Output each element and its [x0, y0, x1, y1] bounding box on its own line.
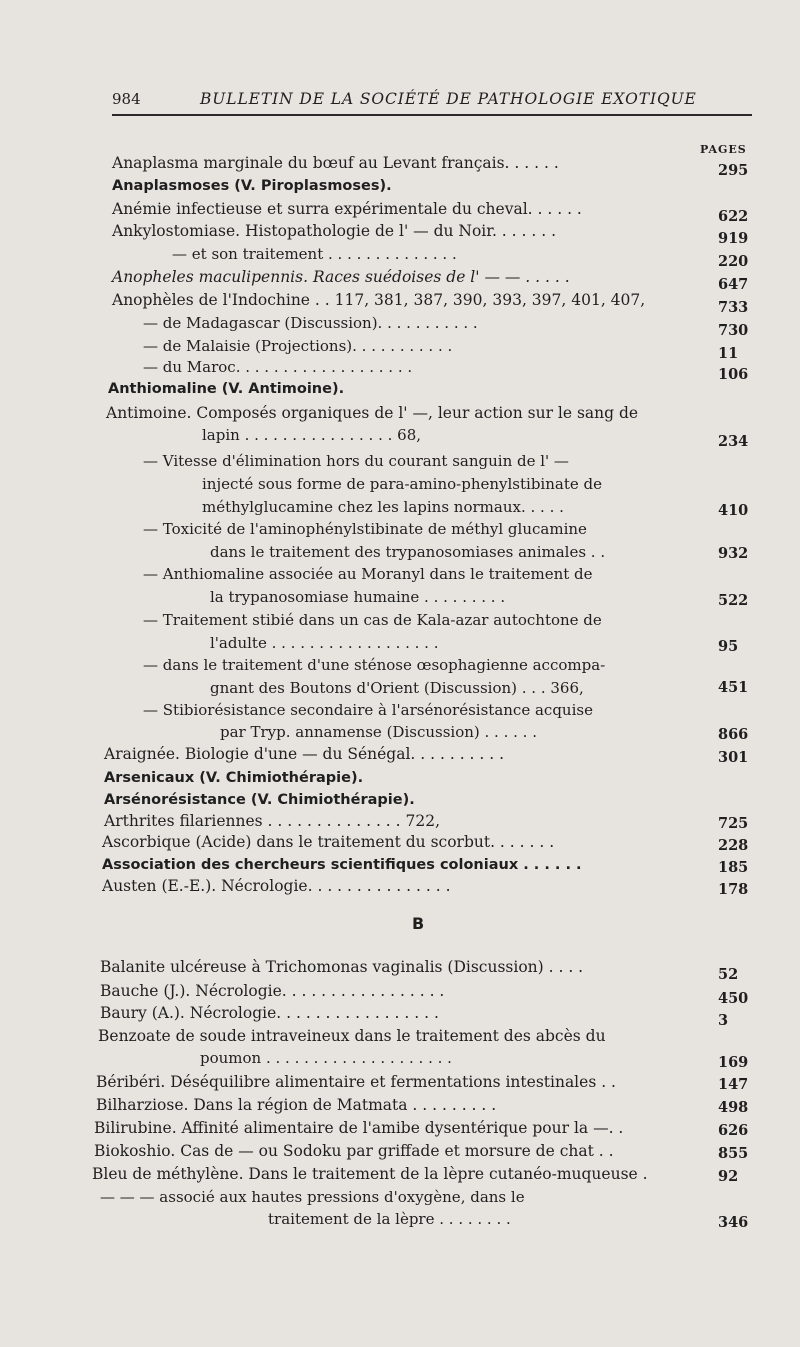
section-letter-b: B [412, 914, 425, 933]
index-entry [143, 356, 412, 378]
index-entry [210, 541, 605, 563]
index-entry [102, 875, 451, 897]
entry-text: — Toxicité de l'aminophénylstibinate de méthyl glucamine [143, 520, 587, 538]
running-header [112, 84, 752, 116]
entry-text: — et son traitement . . . . . . . . . . . . . . [172, 245, 457, 263]
index-entry [106, 402, 638, 424]
entry-page: 626 [718, 1122, 749, 1139]
entry-page: 932 [718, 545, 749, 562]
index-entry [112, 266, 570, 288]
index-entry [143, 699, 593, 721]
index-entry [220, 721, 537, 743]
entry-page: 451 [718, 679, 749, 696]
entry-text: Bauche (J.). Nécrologie. . . . . . . . . . . . . . . . . [100, 982, 445, 1000]
entry-text: méthylglucamine chez les lapins normaux. . . . . [202, 498, 564, 516]
index-entry [112, 289, 645, 311]
entry-text: Arthrites filariennes . . . . . . . . . . . . . . 722, [104, 812, 441, 830]
index-entry [202, 424, 421, 446]
entry-text: la trypanosomiase humaine . . . . . . . . . [210, 588, 506, 606]
index-entry [100, 956, 583, 978]
entry-page: 733 [718, 299, 749, 316]
entry-text: Benzoate de soude intraveineux dans le traitement des abcès du [98, 1027, 606, 1045]
index-entry [143, 450, 569, 472]
entry-text: lapin . . . . . . . . . . . . . . . . 68, [202, 426, 422, 444]
index-entry [210, 632, 438, 654]
journal-title: BULLETIN DE LA SOCIÉTÉ DE PATHOLOGIE EXOTIQUE [200, 90, 697, 108]
entry-page: 410 [718, 502, 749, 519]
index-entry [143, 563, 593, 585]
index-entry [143, 609, 602, 631]
index-entry [104, 743, 504, 765]
entry-text: Arsénorésistance (V. Chimiothérapie). [104, 792, 415, 808]
entry-text: Biokoshio. Cas de — ou Sodoku par griffade et morsure de chat . . [94, 1142, 614, 1160]
index-entry [112, 152, 559, 174]
entry-text: Anaplasma marginale du bœuf au Levant français. . . . . . [112, 154, 559, 172]
entry-text: Anaplasmoses (V. Piroplasmoses). [112, 178, 392, 194]
entry-text: Austen (E.-E.). Nécrologie. . . . . . . . . . . . . . . [102, 877, 451, 895]
entry-text: Anophèles de l'Indochine . . 117, 381, 387, 390, 393, 397, 401, 407, [112, 291, 646, 309]
entry-text: Bleu de méthylène. Dans le traitement de la lèpre cutanéo-muqueuse . [92, 1165, 648, 1183]
entry-page: 228 [718, 837, 749, 854]
entry-text: Ankylostomiase. Histopathologie de l' — du Noir. . . . . . . [112, 222, 557, 240]
index-entry [100, 1002, 439, 1024]
entry-page: 234 [718, 433, 749, 450]
entry-page: 498 [718, 1099, 749, 1116]
entry-page: 106 [718, 366, 749, 383]
index-entry [104, 766, 363, 788]
index-entry [172, 243, 457, 265]
entry-text: gnant des Boutons d'Orient (Discussion) . . . 366, [210, 679, 584, 697]
entry-text: — Vitesse d'élimination hors du courant sanguin de l' — [143, 452, 569, 470]
entry-page: 52 [718, 966, 739, 983]
index-entry [112, 220, 556, 242]
entry-page: 346 [718, 1214, 749, 1231]
entry-text: Araignée. Biologie d'une — du Sénégal. . . . . . . . . . [104, 745, 505, 763]
page-number: 984 [112, 90, 141, 108]
entry-text: Ascorbique (Acide) dans le traitement du scorbut. . . . . . . [102, 833, 555, 851]
entry-text: Anopheles maculipennis. Races suédoises de l' — — . . . . . [112, 268, 570, 286]
entry-page: 647 [718, 276, 749, 293]
entry-text: Balanite ulcéreuse à Trichomonas vaginalis (Discussion) . . . . [100, 958, 584, 976]
entry-text: — — — associé aux hautes pressions d'oxygène, dans le [100, 1188, 525, 1206]
entry-page: 866 [718, 726, 749, 743]
entry-text: — de Malaisie (Projections). . . . . . . . . . . [143, 337, 453, 355]
index-entry [104, 788, 415, 810]
entry-text: poumon . . . . . . . . . . . . . . . . . . . . [200, 1049, 452, 1067]
entry-page: 295 [718, 162, 749, 179]
index-entry [102, 831, 554, 853]
index-entry [202, 473, 602, 495]
entry-text: Bilirubine. Affinité alimentaire de l'amibe dysentérique pour la —. . [94, 1119, 624, 1137]
entry-page: 11 [718, 345, 739, 362]
index-entry [96, 1071, 616, 1093]
entry-page: 919 [718, 230, 749, 247]
entry-text: injecté sous forme de para-amino-phenylstibinate de [202, 475, 602, 493]
entry-text: Arsenicaux (V. Chimiothérapie). [104, 770, 364, 786]
entry-page: 147 [718, 1076, 749, 1093]
entry-page: 185 [718, 859, 749, 876]
index-entry [104, 810, 440, 832]
entry-text: par Tryp. annamense (Discussion) . . . . . . [220, 723, 537, 741]
entry-page: 169 [718, 1054, 749, 1071]
entry-page: 92 [718, 1168, 739, 1185]
index-entry [143, 335, 452, 357]
index-entry [100, 1186, 525, 1208]
entry-page: 730 [718, 322, 749, 339]
index-entry [143, 654, 605, 676]
entry-text: — dans le traitement d'une sténose œsophagienne accompa- [143, 656, 606, 674]
entry-text: — du Maroc. . . . . . . . . . . . . . . . . . . [143, 358, 413, 376]
entry-text: Anthiomaline (V. Antimoine). [108, 381, 345, 397]
index-entry [108, 377, 344, 399]
entry-text: Association des chercheurs scientifiques coloniaux . . . . . . [102, 857, 582, 873]
entry-page: 522 [718, 592, 749, 609]
entry-page: 3 [718, 1012, 729, 1029]
entry-page: 178 [718, 881, 749, 898]
entry-text: dans le traitement des trypanosomiases animales . . [210, 543, 606, 561]
entry-text: traitement de la lèpre . . . . . . . . [268, 1210, 511, 1228]
index-entry [96, 1094, 496, 1116]
index-entry [112, 174, 392, 196]
entry-text: — Stibiorésistance secondaire à l'arsénorésistance acquise [143, 701, 593, 719]
index-entry [92, 1163, 648, 1185]
index-entry [202, 496, 564, 518]
index-entry [94, 1117, 623, 1139]
entry-page: 450 [718, 990, 749, 1007]
entry-text: — de Madagascar (Discussion). . . . . . . . . . . [143, 314, 478, 332]
entry-text: Béribéri. Déséquilibre alimentaire et fermentations intestinales . . [96, 1073, 616, 1091]
entry-page: 725 [718, 815, 749, 832]
entry-page: 220 [718, 253, 749, 270]
entry-page: 95 [718, 638, 739, 655]
index-entry [100, 980, 444, 1002]
entry-text: Baury (A.). Nécrologie. . . . . . . . . . . . . . . . . [100, 1004, 439, 1022]
index-entry [210, 677, 584, 699]
pages-column-label: PAGES [700, 143, 747, 156]
index-entry [94, 1140, 614, 1162]
index-entry [102, 853, 582, 875]
entry-text: Antimoine. Composés organiques de l' —, leur action sur le sang de [106, 404, 639, 422]
index-entry [200, 1047, 452, 1069]
entry-text: — Traitement stibié dans un cas de Kala-azar autochtone de [143, 611, 602, 629]
index-entry [98, 1025, 606, 1047]
index-entry [143, 518, 587, 540]
entry-page: 301 [718, 749, 749, 766]
entry-page: 855 [718, 1145, 749, 1162]
entry-text: Bilharziose. Dans la région de Matmata . . . . . . . . . [96, 1096, 497, 1114]
index-entry [112, 198, 582, 220]
entry-text: — Anthiomaline associée au Moranyl dans le traitement de [143, 565, 593, 583]
entry-text: Anémie infectieuse et surra expérimentale du cheval. . . . . . [112, 200, 582, 218]
entry-page: 622 [718, 208, 749, 225]
index-entry [268, 1208, 511, 1230]
index-entry [143, 312, 478, 334]
index-entry [210, 586, 505, 608]
entry-text: l'adulte . . . . . . . . . . . . . . . . . . [210, 634, 439, 652]
